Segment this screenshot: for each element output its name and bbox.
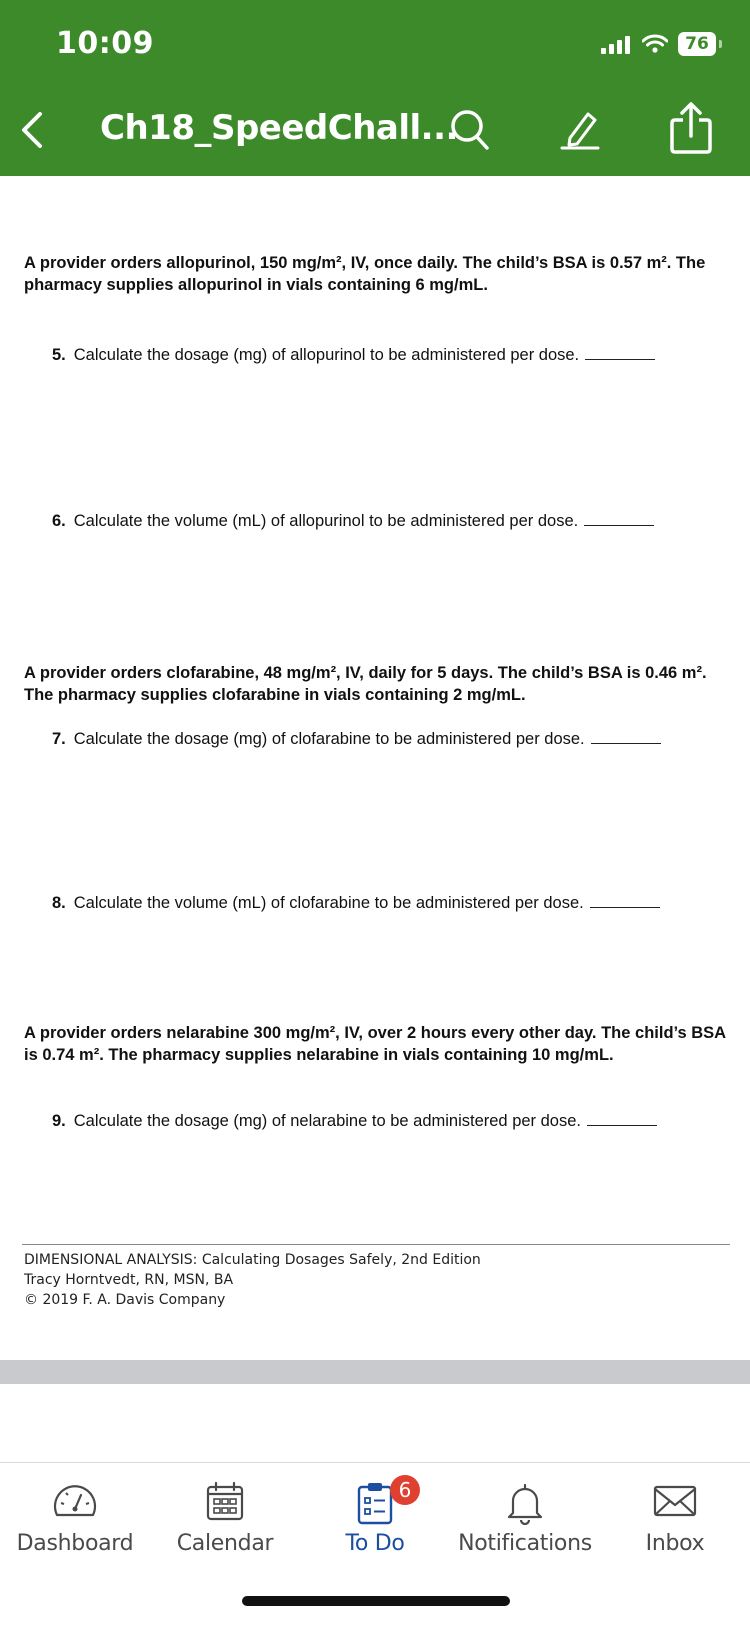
share-icon[interactable]: [668, 100, 714, 156]
tab-label: To Do: [345, 1531, 405, 1556]
page-separator: [0, 1360, 750, 1384]
calendar-icon: [205, 1481, 245, 1523]
answer-blank: [585, 345, 655, 360]
tab-todo[interactable]: [300, 1463, 450, 1573]
question-7: [52, 728, 712, 750]
search-icon[interactable]: [448, 106, 492, 152]
question-text: Calculate the dosage (mg) of nelarabine to be administered per dose.: [73, 1112, 581, 1130]
footer-book-title: DIMENSIONAL ANALYSIS: Calculating Dosages Safely, 2nd Edition: [24, 1252, 481, 1268]
inbox-icon: [652, 1481, 698, 1521]
todo-icon: [355, 1481, 395, 1525]
status-time: 10:09: [56, 26, 154, 61]
question-text: Calculate the dosage (mg) of allopurinol to be administered per dose.: [73, 346, 580, 364]
footer-author: Tracy Horntvedt, RN, MSN, BA: [24, 1272, 234, 1288]
question-number: 6.: [52, 512, 66, 530]
tab-notifications[interactable]: [450, 1463, 600, 1573]
tab-label: Notifications: [458, 1531, 592, 1556]
todo-count-badge: 6: [390, 1475, 420, 1505]
question-text: Calculate the volume (mL) of clofarabine to be administered per dose.: [73, 894, 584, 912]
tab-calendar[interactable]: [150, 1463, 300, 1573]
question-5: [52, 344, 712, 366]
back-chevron-icon[interactable]: [14, 108, 50, 152]
document-title: Ch18_SpeedChall...: [100, 108, 458, 148]
question-8: [52, 892, 712, 914]
answer-blank: [584, 511, 654, 526]
question-number: 9.: [52, 1112, 66, 1130]
app-header: [0, 0, 750, 176]
tab-label: Inbox: [645, 1531, 705, 1556]
question-text: Calculate the dosage (mg) of clofarabine to be administered per dose.: [73, 730, 585, 748]
scenario-allopurinol: A provider orders allopurinol, 150 mg/m², IV, once daily. The child’s BSA is 0.57 m². The pharmacy supplies allopurinol in vials containing 6 mg/mL.: [24, 254, 706, 294]
status-indicators: [601, 30, 716, 58]
tab-label: Calendar: [176, 1531, 274, 1556]
tab-label: Dashboard: [16, 1531, 134, 1556]
question-number: 7.: [52, 730, 66, 748]
scenario-clofarabine: A provider orders clofarabine, 48 mg/m², IV, daily for 5 days. The child’s BSA is 0.46 m². The pharmacy supplies clofarabine in vials containing 2 mg/mL.: [24, 664, 707, 704]
dashboard-icon: [49, 1481, 101, 1521]
annotate-pen-icon[interactable]: [558, 106, 602, 152]
tab-dashboard[interactable]: [0, 1463, 150, 1573]
answer-blank: [591, 729, 661, 744]
question-number: 5.: [52, 346, 66, 364]
document-page: [0, 176, 750, 1358]
answer-blank: [590, 893, 660, 908]
question-number: 8.: [52, 894, 66, 912]
footer-copyright: © 2019 F. A. Davis Company: [24, 1292, 226, 1308]
document-footer: [24, 1250, 481, 1310]
home-indicator[interactable]: [242, 1596, 510, 1606]
wifi-icon: [642, 34, 668, 54]
question-9: [52, 1110, 712, 1132]
answer-blank: [587, 1111, 657, 1126]
bell-icon: [503, 1481, 547, 1525]
scenario-nelarabine: A provider orders nelarabine 300 mg/m², IV, over 2 hours every other day. The child’s BSA is 0.74 m². The pharmacy supplies nelarabine in vials containing 10 mg/mL.: [24, 1024, 726, 1064]
cellular-signal-icon: [601, 34, 630, 54]
battery-indicator: 76: [678, 32, 716, 56]
question-text: Calculate the volume (mL) of allopurinol to be administered per dose.: [73, 512, 579, 530]
footer-divider: [22, 1244, 730, 1245]
question-6: [52, 510, 712, 532]
tab-inbox[interactable]: [600, 1463, 750, 1573]
